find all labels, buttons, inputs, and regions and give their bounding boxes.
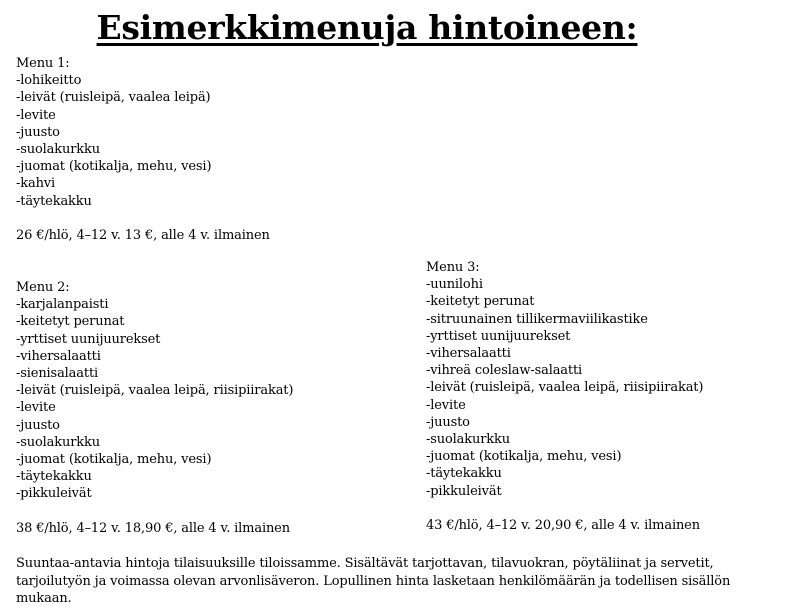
menu-item: -leivät (ruisleipä, vaalea leipä) xyxy=(16,90,211,106)
menu-items xyxy=(426,276,703,500)
menu-item: -suolakurkku xyxy=(426,432,510,448)
menu-item: -yrttiset uunijuurekset xyxy=(16,331,161,347)
menu-item: -juomat (kotikalja, mehu, vesi) xyxy=(16,159,212,175)
menu-3 xyxy=(426,259,703,534)
menu-item: -vihreä coleslaw-salaatti xyxy=(426,363,583,379)
menu-heading: Menu 1: xyxy=(16,56,70,71)
menu-item: -juusto xyxy=(16,417,60,433)
menu-item: -vihersalaatti xyxy=(426,346,511,362)
menu-item: -lohikeitto xyxy=(16,73,82,89)
menu-item: -kahvi xyxy=(16,176,55,192)
menu-item: -täytekakku xyxy=(16,193,92,209)
menu-1 xyxy=(16,55,270,244)
menu-price: 43 €/hlö, 4–12 v. 20,90 €, alle 4 v. ilmainen xyxy=(426,518,700,534)
menu-item: -yrttiset uunijuurekset xyxy=(426,328,571,344)
menu-item: -suolakurkku xyxy=(16,434,100,450)
menu-item: -suolakurkku xyxy=(16,142,100,158)
menu-item: -täytekakku xyxy=(426,466,502,482)
menu-item: -leivät (ruisleipä, vaalea leipä, riisipiirakat) xyxy=(16,383,294,399)
page-title: Esimerkkimenuja hintoineen: xyxy=(96,8,638,47)
menu-item: -karjalanpaisti xyxy=(16,297,109,313)
menu-price: 26 €/hlö, 4–12 v. 13 €, alle 4 v. ilmainen xyxy=(16,228,270,244)
menu-item: -juomat (kotikalja, mehu, vesi) xyxy=(426,449,622,465)
menu-item: -juusto xyxy=(426,414,470,430)
menu-price: 38 €/hlö, 4–12 v. 18,90 €, alle 4 v. ilmainen xyxy=(16,520,290,536)
menu-heading: Menu 3: xyxy=(426,260,480,275)
menu-item: -täytekakku xyxy=(16,469,92,485)
menu-item: -pikkuleivät xyxy=(16,486,92,502)
menu-item: -levite xyxy=(16,107,56,123)
menu-item: -keitetyt perunat xyxy=(426,294,535,310)
menu-item: -leivät (ruisleipä, vaalea leipä, riisipiirakat) xyxy=(426,380,704,396)
menu-items xyxy=(16,296,293,502)
menu-item: -vihersalaatti xyxy=(16,348,101,364)
menu-item: -sitruunainen tillikermaviilikastike xyxy=(426,311,648,327)
pricing-note: Suuntaa-antavia hintoja tilaisuuksille tiloissamme. Sisältävät tarjottavan, tilavuokran, pöytäliinat ja servetit, tarjoilutyön ja voimassa olevan arvonlisäveron. Lopullinen hinta lasketaan henkilömäärän ja todellisen sisällön mukaan. xyxy=(16,556,731,606)
menu-item: -juusto xyxy=(16,124,60,140)
menu-items xyxy=(16,72,270,210)
menu-item: -juomat (kotikalja, mehu, vesi) xyxy=(16,452,212,468)
menu-item: -pikkuleivät xyxy=(426,483,502,499)
menu-item: -sienisalaatti xyxy=(16,366,99,382)
menu-item: -levite xyxy=(16,400,56,416)
menu-item: -keitetyt perunat xyxy=(16,314,125,330)
menu-item: -levite xyxy=(426,397,466,413)
menu-item: -uunilohi xyxy=(426,277,483,293)
menu-heading: Menu 2: xyxy=(16,280,70,295)
menu-2 xyxy=(16,279,293,537)
